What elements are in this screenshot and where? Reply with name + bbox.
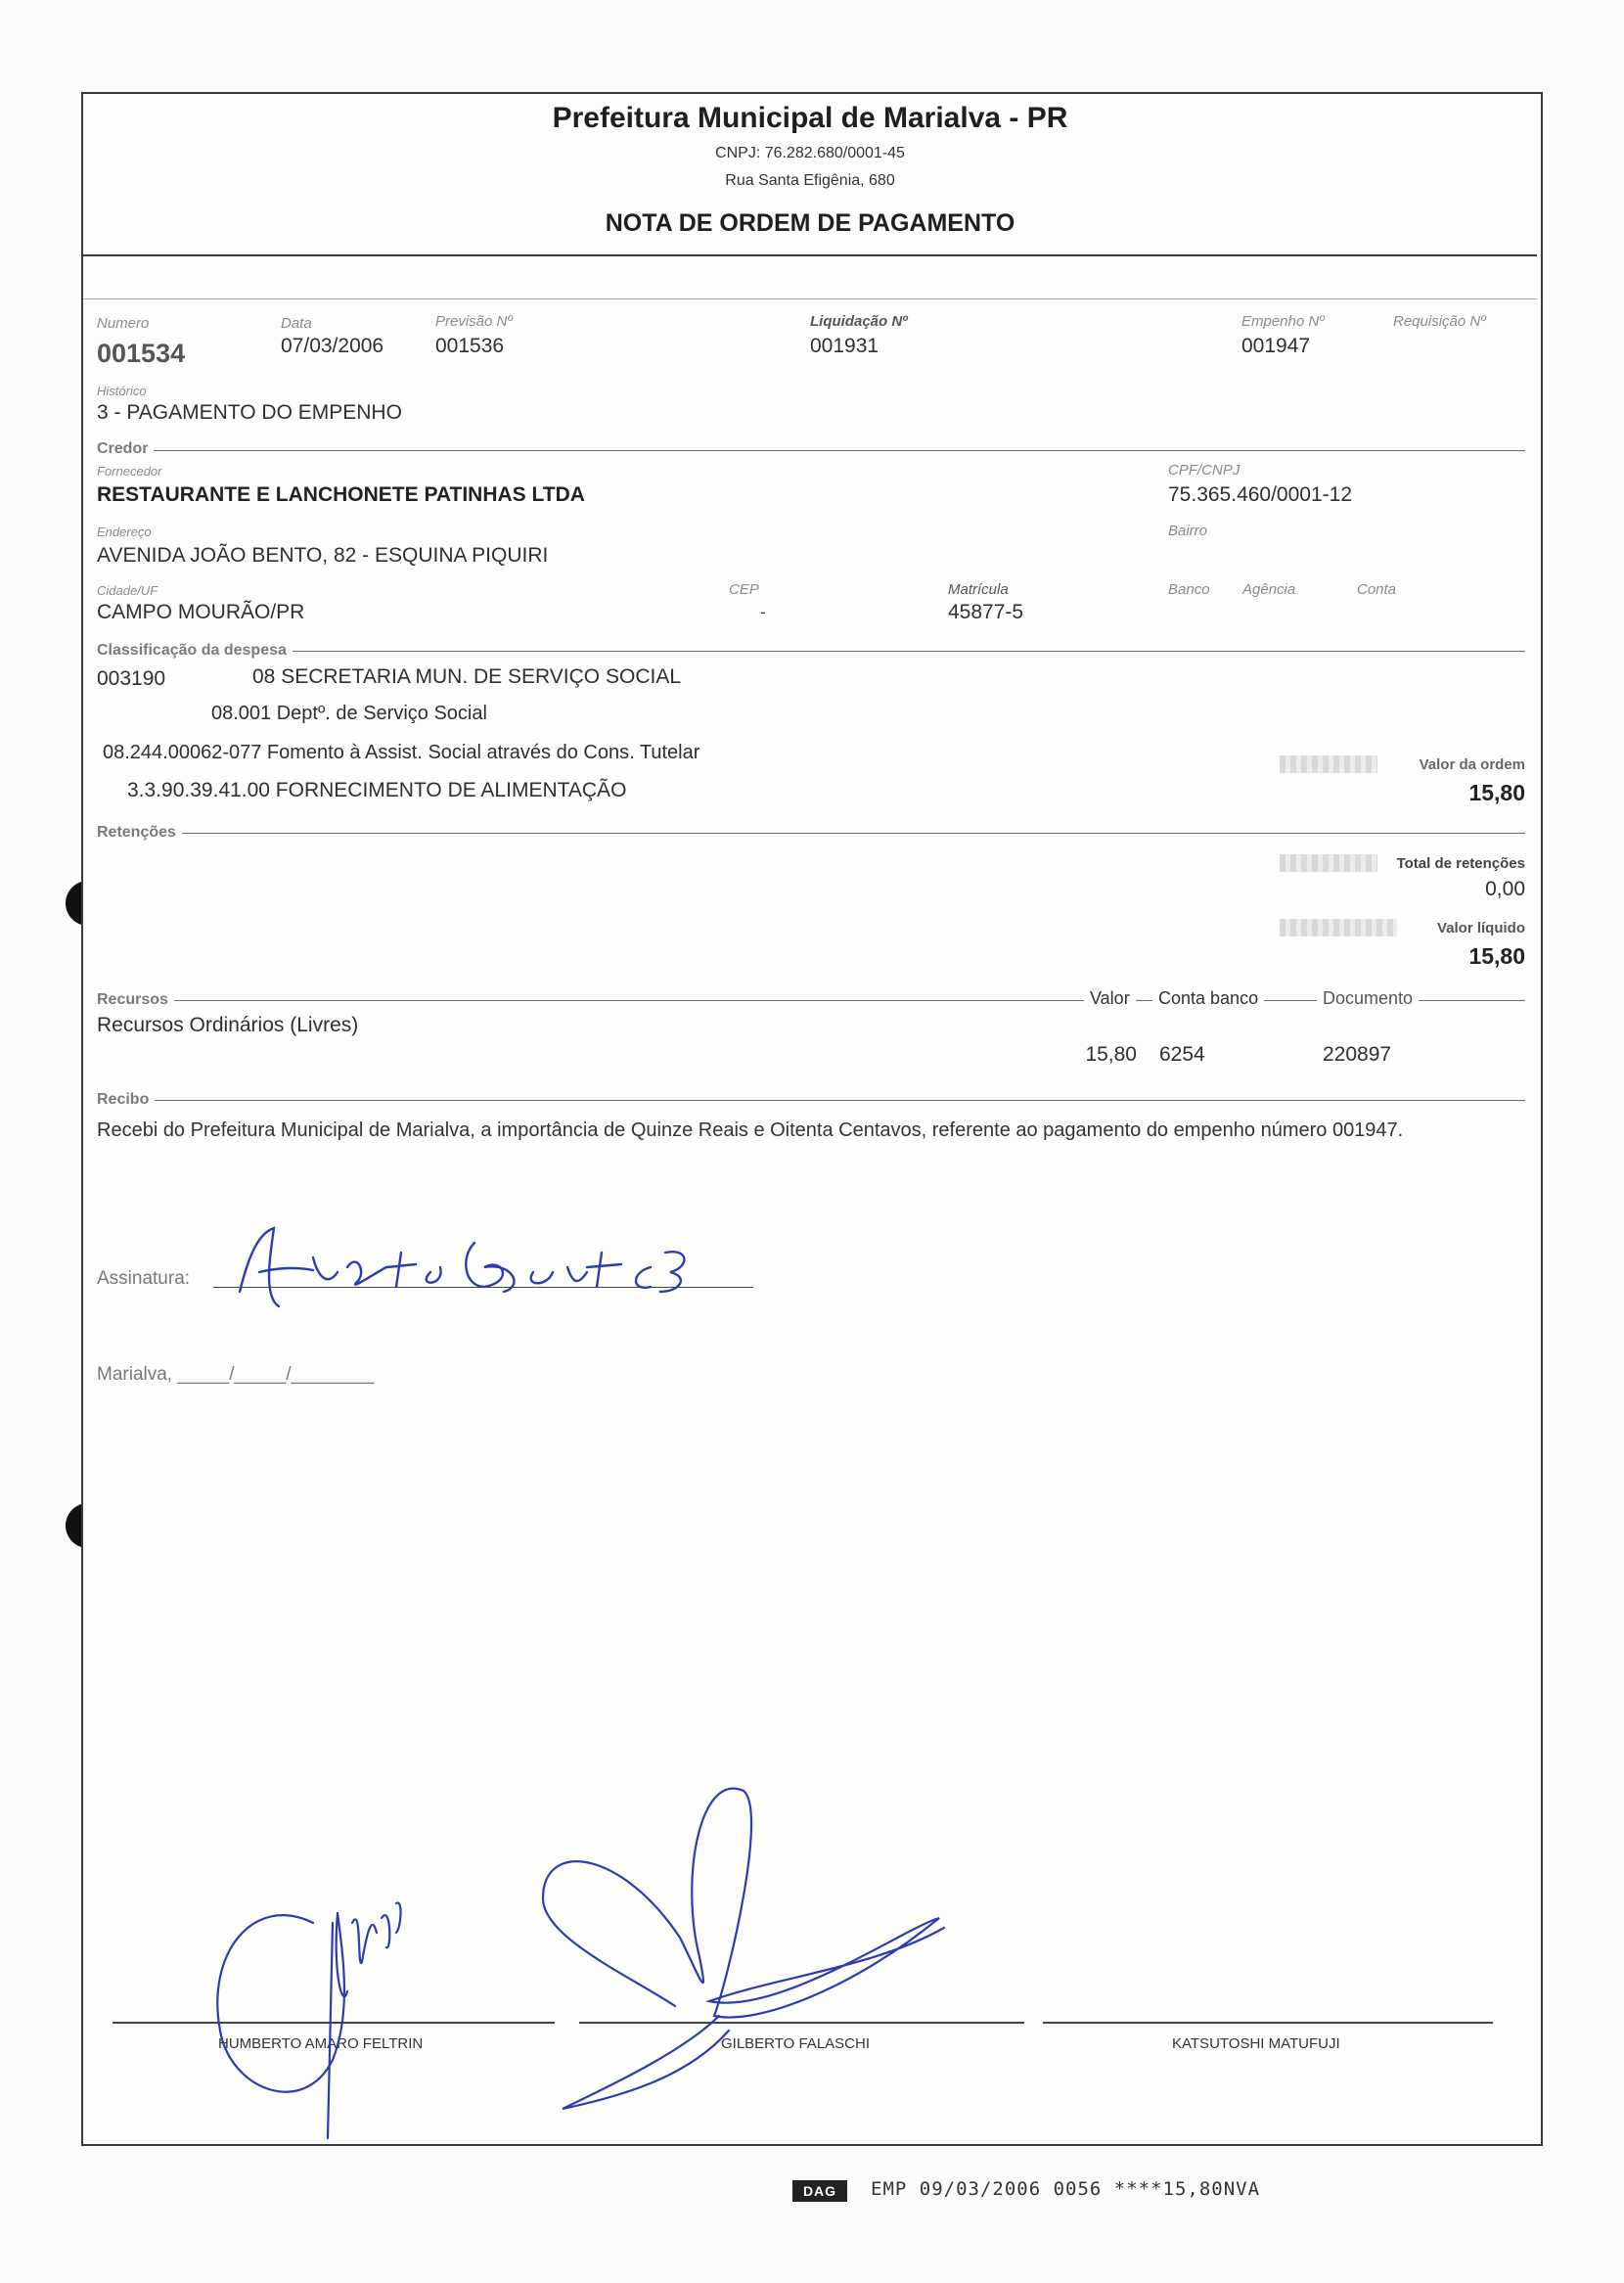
valor-liquido-label: Valor líquido bbox=[1436, 920, 1525, 936]
valor-ordem-value: 15,80 bbox=[1468, 780, 1525, 805]
valor-ordem-label: Valor da ordem bbox=[1419, 756, 1525, 773]
requisicao-label: Requisição Nº bbox=[1393, 313, 1486, 330]
data-value: 07/03/2006 bbox=[281, 335, 384, 357]
conta-label: Conta bbox=[1357, 581, 1397, 598]
secretaria-value: 08 SECRETARIA MUN. DE SERVIÇO SOCIAL bbox=[252, 665, 682, 688]
signatory-3-name: KATSUTOSHI MATUFUJI bbox=[1172, 2035, 1340, 2052]
stamp-logo: DAG bbox=[792, 2180, 847, 2202]
cnpj-line: CNPJ: 76.282.680/0001-45 bbox=[715, 145, 905, 161]
recurso-fonte: Recursos Ordinários (Livres) bbox=[97, 1014, 359, 1036]
liquidacao-value: 001931 bbox=[810, 335, 880, 357]
cidade-value: CAMPO MOURÃO/PR bbox=[97, 601, 305, 623]
assinatura-label: Assinatura: bbox=[97, 1268, 191, 1289]
cidade-label: Cidade/UF bbox=[97, 583, 158, 598]
cpf-value: 75.365.460/0001-12 bbox=[1168, 483, 1353, 506]
natureza-value: 3.3.90.39.41.00 FORNECIMENTO DE ALIMENTAÇÃO bbox=[127, 779, 627, 801]
retencoes-section: Retenções bbox=[97, 824, 182, 842]
classificacao-section: Classificação da despesa bbox=[97, 642, 293, 660]
cep-label: CEP bbox=[729, 581, 759, 598]
total-retencoes-label: Total de retenções bbox=[1396, 855, 1525, 872]
documento-col-header: Documento bbox=[1317, 988, 1419, 1009]
section-rule bbox=[97, 1000, 1525, 1001]
section-rule bbox=[97, 833, 1525, 834]
total-retencoes-value: 0,00 bbox=[1485, 878, 1525, 900]
recurso-documento: 220897 bbox=[1323, 1043, 1392, 1066]
section-rule bbox=[97, 651, 1525, 652]
endereco-value: AVENIDA JOÃO BENTO, 82 - ESQUINA PIQUIRI bbox=[97, 544, 549, 567]
signatory-1-name: HUMBERTO AMARO FELTRIN bbox=[218, 2035, 424, 2052]
address-line: Rua Santa Efigênia, 680 bbox=[725, 172, 895, 189]
classificacao-code: 003190 bbox=[97, 667, 166, 690]
document-title: NOTA DE ORDEM DE PAGAMENTO bbox=[605, 209, 1015, 237]
matricula-value: 45877-5 bbox=[948, 601, 1024, 623]
conta-banco-col-header: Conta banco bbox=[1152, 988, 1264, 1009]
numero-value: 001534 bbox=[97, 339, 186, 368]
payment-stamp: EMP 09/03/2006 0056 ****15,80NVA bbox=[871, 2178, 1261, 2200]
endereco-label: Endereço bbox=[97, 525, 152, 539]
historico-label: Histórico bbox=[97, 384, 147, 398]
banco-label: Banco bbox=[1168, 581, 1210, 598]
credor-section: Credor bbox=[97, 440, 154, 458]
local-date: Marialva, _____/_____/________ bbox=[97, 1364, 375, 1385]
recibo-section: Recibo bbox=[97, 1091, 155, 1109]
data-label: Data bbox=[281, 315, 312, 332]
recurso-valor: 15,80 bbox=[1085, 1043, 1137, 1066]
valor-liquido-value: 15,80 bbox=[1468, 943, 1525, 969]
recibo-signature bbox=[220, 1213, 709, 1321]
recursos-section: Recursos bbox=[97, 991, 174, 1009]
matricula-label: Matrícula bbox=[948, 581, 1009, 598]
historico-value: 3 - PAGAMENTO DO EMPENHO bbox=[97, 401, 402, 424]
recurso-conta: 6254 bbox=[1159, 1043, 1205, 1066]
divider bbox=[83, 298, 1537, 299]
liquidacao-label: Liquidação Nº bbox=[810, 313, 908, 330]
fornecedor-label: Fornecedor bbox=[97, 464, 162, 479]
signatory-1-signature bbox=[196, 1894, 440, 2148]
cpf-label: CPF/CNPJ bbox=[1168, 462, 1241, 479]
cep-value: - bbox=[760, 603, 766, 621]
header-divider bbox=[83, 254, 1537, 256]
valor-col-header: Valor bbox=[1084, 988, 1136, 1009]
previsao-label: Previsão Nº bbox=[435, 313, 513, 330]
signatory-2-signature bbox=[533, 1781, 964, 2133]
section-rule bbox=[97, 1100, 1525, 1101]
recibo-text: Recebi do Prefeitura Municipal de Marialva, a importância de Quinze Reais e Oitenta Centavos, referente ao pagamento do empenho número 001947. bbox=[97, 1119, 1404, 1141]
previsao-value: 001536 bbox=[435, 335, 505, 357]
empenho-label: Empenho Nº bbox=[1241, 313, 1325, 330]
signatory-line bbox=[1043, 2022, 1493, 2024]
signatory-2-name: GILBERTO FALASCHI bbox=[721, 2035, 870, 2052]
empenho-value: 001947 bbox=[1241, 335, 1311, 357]
departamento-value: 08.001 Deptº. de Serviço Social bbox=[211, 703, 487, 724]
agencia-label: Agência bbox=[1242, 581, 1296, 598]
bairro-label: Bairro bbox=[1168, 523, 1208, 539]
numero-label: Numero bbox=[97, 315, 150, 332]
fornecedor-value: RESTAURANTE E LANCHONETE PATINHAS LTDA bbox=[97, 483, 585, 506]
municipality-title: Prefeitura Municipal de Marialva - PR bbox=[552, 102, 1068, 134]
section-rule bbox=[97, 450, 1525, 451]
programa-value: 08.244.00062-077 Fomento à Assist. Social através do Cons. Tutelar bbox=[103, 742, 700, 763]
